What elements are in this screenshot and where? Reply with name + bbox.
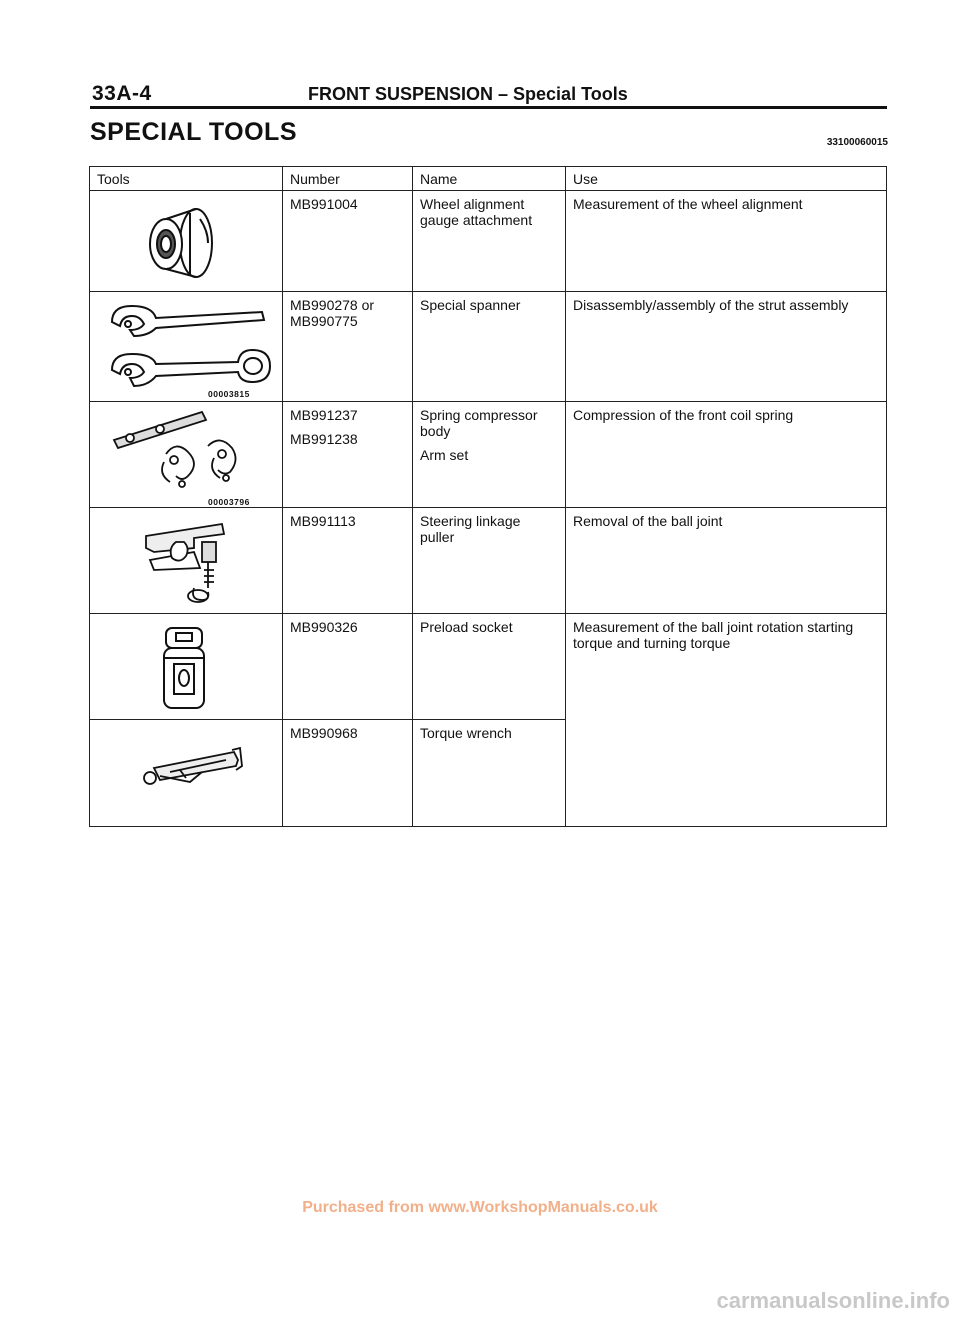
- tool-number-cell: [283, 402, 413, 508]
- document-code: 33100060015: [826, 137, 888, 148]
- table-row: [90, 402, 887, 508]
- steering-linkage-puller-illustration: [90, 508, 280, 614]
- special-spanner-illustration: [90, 292, 280, 402]
- tool-name-cell: [413, 508, 566, 614]
- illustration-reference-code: 00003796: [208, 497, 250, 507]
- tool-name-cell: [413, 292, 566, 402]
- tool-name: Special spanner: [420, 297, 521, 313]
- tool-illustration-cell: [90, 614, 283, 720]
- tool-number-cell: [283, 720, 413, 827]
- tool-use-cell: [566, 402, 887, 508]
- tool-name: Spring compressor body: [420, 407, 538, 439]
- table-row: [90, 508, 887, 614]
- tool-name-secondary: Arm set: [420, 447, 469, 463]
- tool-use-cell: [566, 508, 887, 614]
- tool-name-cell: [413, 614, 566, 720]
- tool-number: MB991113: [290, 513, 356, 529]
- table-header-row: [90, 167, 887, 191]
- preload-socket-illustration: [90, 614, 280, 720]
- site-watermark: carmanualsonline.info: [716, 1288, 950, 1313]
- tool-number: MB990278 or MB990775: [290, 297, 375, 329]
- table-row: [90, 292, 887, 402]
- table-row: [90, 614, 887, 720]
- tool-number-cell: [283, 508, 413, 614]
- wheel-alignment-attachment-illustration: [90, 191, 280, 292]
- tool-use: Disassembly/assembly of the strut assembly: [573, 297, 849, 313]
- tool-illustration-cell: [90, 508, 283, 614]
- tool-use: Removal of the ball joint: [573, 513, 723, 529]
- tool-name: Torque wrench: [420, 725, 512, 741]
- special-tools-table: [89, 166, 887, 827]
- tool-number-secondary: MB991238: [290, 431, 358, 447]
- tool-use-cell: [566, 614, 887, 827]
- torque-wrench-illustration: [90, 720, 280, 827]
- tool-number-cell: [283, 292, 413, 402]
- illustration-reference-code: 00003815: [208, 389, 250, 399]
- tool-illustration-cell: [90, 191, 283, 292]
- header-tools: Tools: [90, 167, 283, 191]
- spring-compressor-illustration: [90, 402, 280, 508]
- table-row: [90, 191, 887, 292]
- tool-name: Wheel alignment gauge attachment: [420, 196, 533, 228]
- tool-number: MB990968: [290, 725, 358, 741]
- footer-purchase-notice: Purchased from www.WorkshopManuals.co.uk: [302, 1199, 658, 1216]
- page-number: 33A-4: [92, 82, 152, 105]
- tool-name: Steering linkage puller: [420, 513, 521, 545]
- tool-number-cell: [283, 191, 413, 292]
- tool-use-cell: [566, 191, 887, 292]
- tool-use: Measurement of the wheel alignment: [573, 196, 803, 212]
- tool-number: MB991237: [290, 407, 358, 423]
- tool-name-cell: [413, 402, 566, 508]
- tool-number: MB991004: [290, 196, 358, 212]
- header-number: Number: [283, 167, 413, 191]
- tool-illustration-cell: [90, 292, 283, 402]
- tool-illustration-cell: [90, 720, 283, 827]
- tool-name-cell: [413, 191, 566, 292]
- tool-illustration-cell: [90, 402, 283, 508]
- tool-use: Measurement of the ball joint rotation starting torque and turning torque: [573, 619, 854, 651]
- tool-number: MB990326: [290, 619, 358, 635]
- section-title: SPECIAL TOOLS: [90, 118, 298, 146]
- header-use: Use: [566, 167, 887, 191]
- tool-number-cell: [283, 614, 413, 720]
- tool-use: Compression of the front coil spring: [573, 407, 794, 423]
- header-name: Name: [413, 167, 566, 191]
- header-rule: [90, 106, 887, 109]
- header-title: FRONT SUSPENSION – Special Tools: [308, 84, 628, 104]
- tool-use-cell: [566, 292, 887, 402]
- tool-name: Preload socket: [420, 619, 513, 635]
- tool-name-cell: [413, 720, 566, 827]
